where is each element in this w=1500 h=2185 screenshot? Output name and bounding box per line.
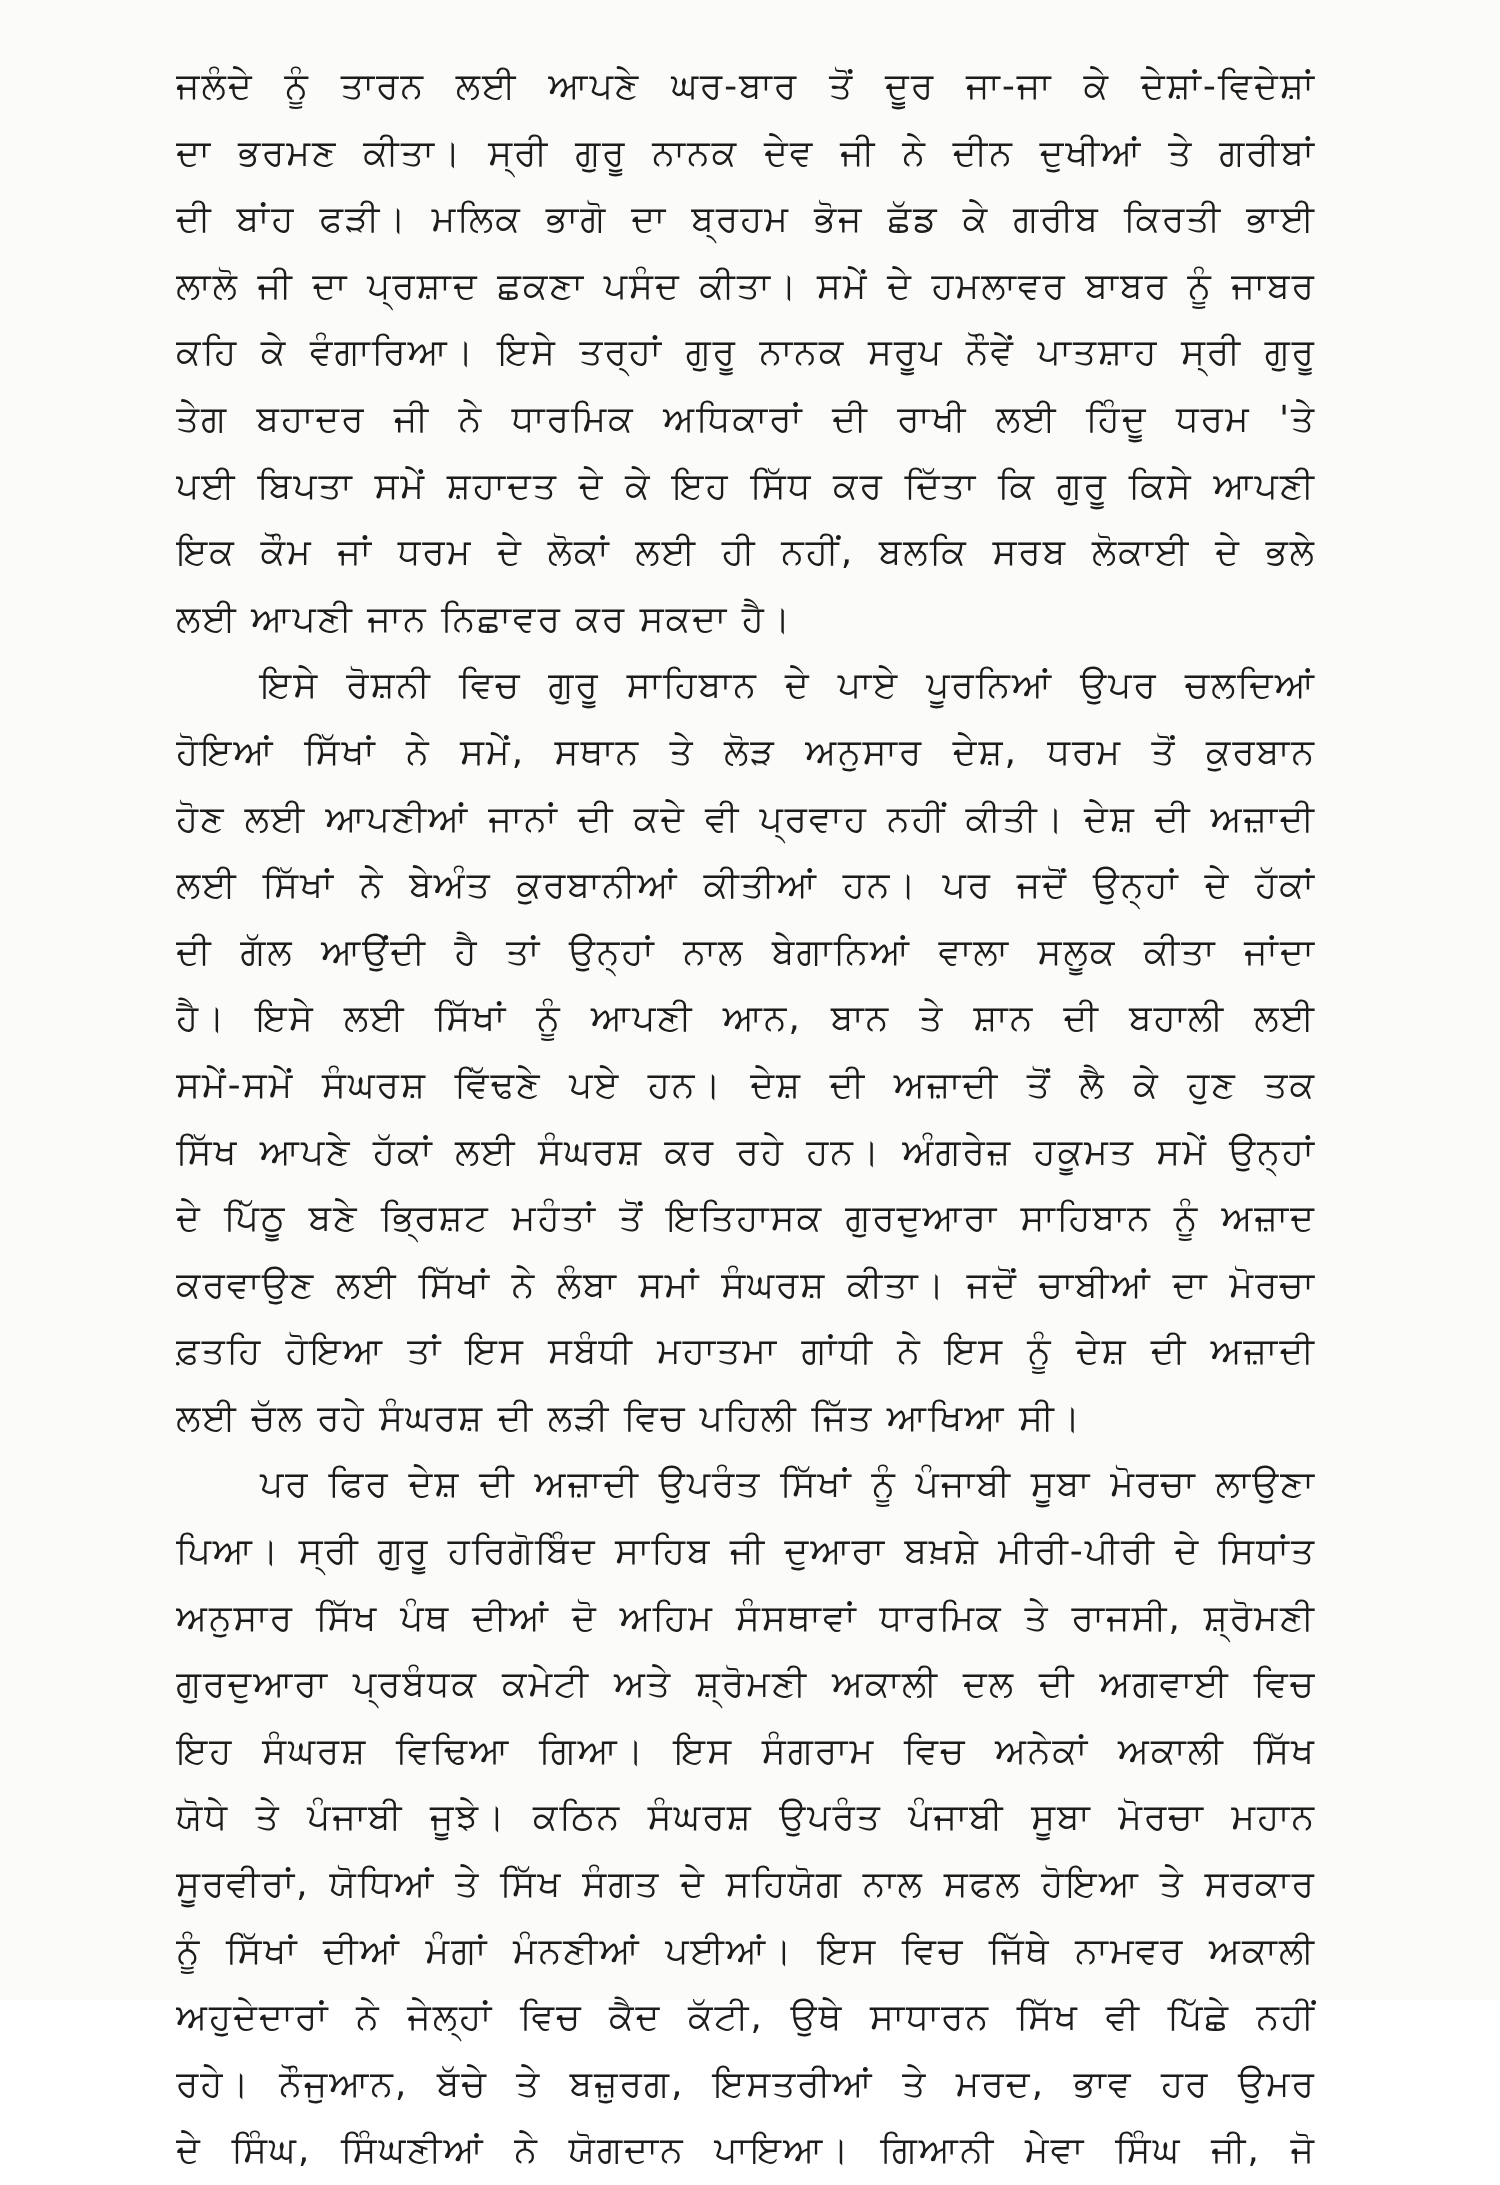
text-line: ਨੂੰ ਸਿੱਖਾਂ ਦੀਆਂ ਮੰਗਾਂ ਮੰਨਣੀਆਂ ਪਈਆਂ। ਇਸ ਵਿਚ ਜਿੱਥੇ ਨਾਮਵਰ ਅਕਾਲੀ xyxy=(176,1930,1316,1972)
text-line: ਯੋਧੇ ਤੇ ਪੰਜਾਬੀ ਜੂਝੇ। ਕਠਿਨ ਸੰਘਰਸ਼ ਉਪਰੰਤ ਪੰਜਾਬੀ ਸੂਬਾ ਮੋਰਚਾ ਮਹਾਨ xyxy=(176,1797,1316,1839)
text-line: ਸਿੱਖ ਆਪਣੇ ਹੱਕਾਂ ਲਈ ਸੰਘਰਸ਼ ਕਰ ਰਹੇ ਹਨ। ਅੰਗਰੇਜ਼ ਹਕੂਮਤ ਸਮੇਂ ਉਨ੍ਹਾਂ xyxy=(176,1131,1316,1173)
text-line: ਅਨੁਸਾਰ ਸਿੱਖ ਪੰਥ ਦੀਆਂ ਦੋ ਅਹਿਮ ਸੰਸਥਾਵਾਂ ਧਾਰਮਿਕ ਤੇ ਰਾਜਸੀ, ਸ਼੍ਰੋਮਣੀ xyxy=(176,1597,1316,1639)
body-text xyxy=(176,54,1316,2185)
text-line: ਇਸੇ ਰੋਸ਼ਨੀ ਵਿਚ ਗੁਰੂ ਸਾਹਿਬਾਨ ਦੇ ਪਾਏ ਪੂਰਨਿਆਂ ਉਪਰ ਚਲਦਿਆਂ xyxy=(260,665,1316,707)
text-line: ਲਈ ਆਪਣੀ ਜਾਨ ਨਿਛਾਵਰ ਕਰ ਸਕਦਾ ਹੈ। xyxy=(176,598,793,640)
text-line: ਦੀ ਬਾਂਹ ਫੜੀ। ਮਲਿਕ ਭਾਗੋ ਦਾ ਬ੍ਰਹਮ ਭੋਜ ਛੱਡ ਕੇ ਗਰੀਬ ਕਿਰਤੀ ਭਾਈ xyxy=(176,199,1316,241)
text-line: ਸਮੇਂ-ਸਮੇਂ ਸੰਘਰਸ਼ ਵਿੱਢਣੇ ਪਏ ਹਨ। ਦੇਸ਼ ਦੀ ਅਜ਼ਾਦੀ ਤੋਂ ਲੈ ਕੇ ਹੁਣ ਤਕ xyxy=(176,1064,1316,1106)
text-line: ਕਹਿ ਕੇ ਵੰਗਾਰਿਆ। ਇਸੇ ਤਰ੍ਹਾਂ ਗੁਰੂ ਨਾਨਕ ਸਰੂਪ ਨੌਵੇਂ ਪਾਤਸ਼ਾਹ ਸ੍ਰੀ ਗੁਰੂ xyxy=(176,332,1316,374)
text-line: ਦੀ ਗੱਲ ਆਉਂਦੀ ਹੈ ਤਾਂ ਉਨ੍ਹਾਂ ਨਾਲ ਬੇਗਾਨਿਆਂ ਵਾਲਾ ਸਲੂਕ ਕੀਤਾ ਜਾਂਦਾ xyxy=(176,931,1316,973)
text-line: ਲਈ ਸਿੱਖਾਂ ਨੇ ਬੇਅੰਤ ਕੁਰਬਾਨੀਆਂ ਕੀਤੀਆਂ ਹਨ। ਪਰ ਜਦੋਂ ਉਨ੍ਹਾਂ ਦੇ ਹੱਕਾਂ xyxy=(176,865,1316,907)
text-line: ਹੋਇਆਂ ਸਿੱਖਾਂ ਨੇ ਸਮੇਂ, ਸਥਾਨ ਤੇ ਲੋੜ ਅਨੁਸਾਰ ਦੇਸ਼, ਧਰਮ ਤੋਂ ਕੁਰਬਾਨ xyxy=(176,731,1316,773)
text-line: ਲਾਲੋ ਜੀ ਦਾ ਪ੍ਰਸ਼ਾਦ ਛਕਣਾ ਪਸੰਦ ਕੀਤਾ। ਸਮੇਂ ਦੇ ਹਮਲਾਵਰ ਬਾਬਰ ਨੂੰ ਜਾਬਰ xyxy=(176,265,1316,307)
text-line: ਪਰ ਫਿਰ ਦੇਸ਼ ਦੀ ਅਜ਼ਾਦੀ ਉਪਰੰਤ ਸਿੱਖਾਂ ਨੂੰ ਪੰਜਾਬੀ ਸੂਬਾ ਮੋਰਚਾ ਲਾਉਣਾ xyxy=(260,1464,1316,1506)
text-line: ਗੁਰਦੁਆਰਾ ਪ੍ਰਬੰਧਕ ਕਮੇਟੀ ਅਤੇ ਸ਼੍ਰੋਮਣੀ ਅਕਾਲੀ ਦਲ ਦੀ ਅਗਵਾਈ ਵਿਚ xyxy=(176,1664,1316,1706)
text-line: ਹੈ। ਇਸੇ ਲਈ ਸਿੱਖਾਂ ਨੂੰ ਆਪਣੀ ਆਨ, ਬਾਨ ਤੇ ਸ਼ਾਨ ਦੀ ਬਹਾਲੀ ਲਈ xyxy=(176,998,1316,1040)
text-line: ਦਾ ਭਰਮਣ ਕੀਤਾ। ਸ੍ਰੀ ਗੁਰੂ ਨਾਨਕ ਦੇਵ ਜੀ ਨੇ ਦੀਨ ਦੁਖੀਆਂ ਤੇ ਗਰੀਬਾਂ xyxy=(176,132,1316,174)
text-line: ਇਕ ਕੌਮ ਜਾਂ ਧਰਮ ਦੇ ਲੋਕਾਂ ਲਈ ਹੀ ਨਹੀਂ, ਬਲਕਿ ਸਰਬ ਲੋਕਾਈ ਦੇ ਭਲੇ xyxy=(176,532,1316,574)
text-line: ਤੇਗ ਬਹਾਦਰ ਜੀ ਨੇ ਧਾਰਮਿਕ ਅਧਿਕਾਰਾਂ ਦੀ ਰਾਖੀ ਲਈ ਹਿੰਦੂ ਧਰਮ 'ਤੇ xyxy=(176,398,1316,440)
text-line: ਫ਼ਤਹਿ ਹੋਇਆ ਤਾਂ ਇਸ ਸਬੰਧੀ ਮਹਾਤਮਾ ਗਾਂਧੀ ਨੇ ਇਸ ਨੂੰ ਦੇਸ਼ ਦੀ ਅਜ਼ਾਦੀ xyxy=(176,1331,1316,1373)
text-line: ਜਲੰਦੇ ਨੂੰ ਤਾਰਨ ਲਈ ਆਪਣੇ ਘਰ-ਬਾਰ ਤੋਂ ਦੂਰ ਜਾ-ਜਾ ਕੇ ਦੇਸ਼ਾਂ-ਵਿਦੇਸ਼ਾਂ xyxy=(176,66,1316,107)
text-line: ਸੂਰਵੀਰਾਂ, ਯੋਧਿਆਂ ਤੇ ਸਿੱਖ ਸੰਗਤ ਦੇ ਸਹਿਯੋਗ ਨਾਲ ਸਫਲ ਹੋਇਆ ਤੇ ਸਰਕਾਰ xyxy=(176,1864,1316,1906)
text-line: ਰਹੇ। ਨੌਜੁਆਨ, ਬੱਚੇ ਤੇ ਬਜ਼ੁਰਗ, ਇਸਤਰੀਆਂ ਤੇ ਮਰਦ, ਭਾਵ ਹਰ ਉਮਰ xyxy=(176,2063,1316,2105)
text-line: ਪਿਆ। ਸ੍ਰੀ ਗੁਰੂ ਹਰਿਗੋਬਿੰਦ ਸਾਹਿਬ ਜੀ ਦੁਆਰਾ ਬਖ਼ਸ਼ੇ ਮੀਰੀ-ਪੀਰੀ ਦੇ ਸਿਧਾਂਤ xyxy=(176,1531,1316,1573)
text-line: ਕਰਵਾਉਣ ਲਈ ਸਿੱਖਾਂ ਨੇ ਲੰਬਾ ਸਮਾਂ ਸੰਘਰਸ਼ ਕੀਤਾ। ਜਦੋਂ ਚਾਬੀਆਂ ਦਾ ਮੋਰਚਾ xyxy=(176,1264,1316,1306)
text-line: ਇਹ ਸੰਘਰਸ਼ ਵਿਢਿਆ ਗਿਆ। ਇਸ ਸੰਗਰਾਮ ਵਿਚ ਅਨੇਕਾਂ ਅਕਾਲੀ ਸਿੱਖ xyxy=(176,1730,1316,1772)
text-line: ਪਈ ਬਿਪਤਾ ਸਮੇਂ ਸ਼ਹਾਦਤ ਦੇ ਕੇ ਇਹ ਸਿੱਧ ਕਰ ਦਿੱਤਾ ਕਿ ਗੁਰੂ ਕਿਸੇ ਆਪਣੀ xyxy=(176,465,1316,507)
text-line: ਹੋਣ ਲਈ ਆਪਣੀਆਂ ਜਾਨਾਂ ਦੀ ਕਦੇ ਵੀ ਪ੍ਰਵਾਹ ਨਹੀਂ ਕੀਤੀ। ਦੇਸ਼ ਦੀ ਅਜ਼ਾਦੀ xyxy=(176,798,1316,840)
text-line: ਲਈ ਚੱਲ ਰਹੇ ਸੰਘਰਸ਼ ਦੀ ਲੜੀ ਵਿਚ ਪਹਿਲੀ ਜਿੱਤ ਆਖਿਆ ਸੀ। xyxy=(176,1397,1083,1439)
text-line: ਦੇ ਪਿੱਠੂ ਬਣੇ ਭ੍ਰਿਸ਼ਟ ਮਹੰਤਾਂ ਤੋਂ ਇਤਿਹਾਸਕ ਗੁਰਦੁਆਰਾ ਸਾਹਿਬਾਨ ਨੂੰ ਅਜ਼ਾਦ xyxy=(176,1198,1316,1240)
text-line: ਦੇ ਸਿੰਘ, ਸਿੰਘਣੀਆਂ ਨੇ ਯੋਗਦਾਨ ਪਾਇਆ। ਗਿਆਨੀ ਮੇਵਾ ਸਿੰਘ ਜੀ, ਜੋ xyxy=(176,2130,1316,2172)
text-line: ਅਹੁਦੇਦਾਰਾਂ ਨੇ ਜੇਲ੍ਹਾਂ ਵਿਚ ਕੈਦ ਕੱਟੀ, ਉਥੇ ਸਾਧਾਰਨ ਸਿੱਖ ਵੀ ਪਿੱਛੇ ਨਹੀਂ xyxy=(176,1997,1316,2039)
